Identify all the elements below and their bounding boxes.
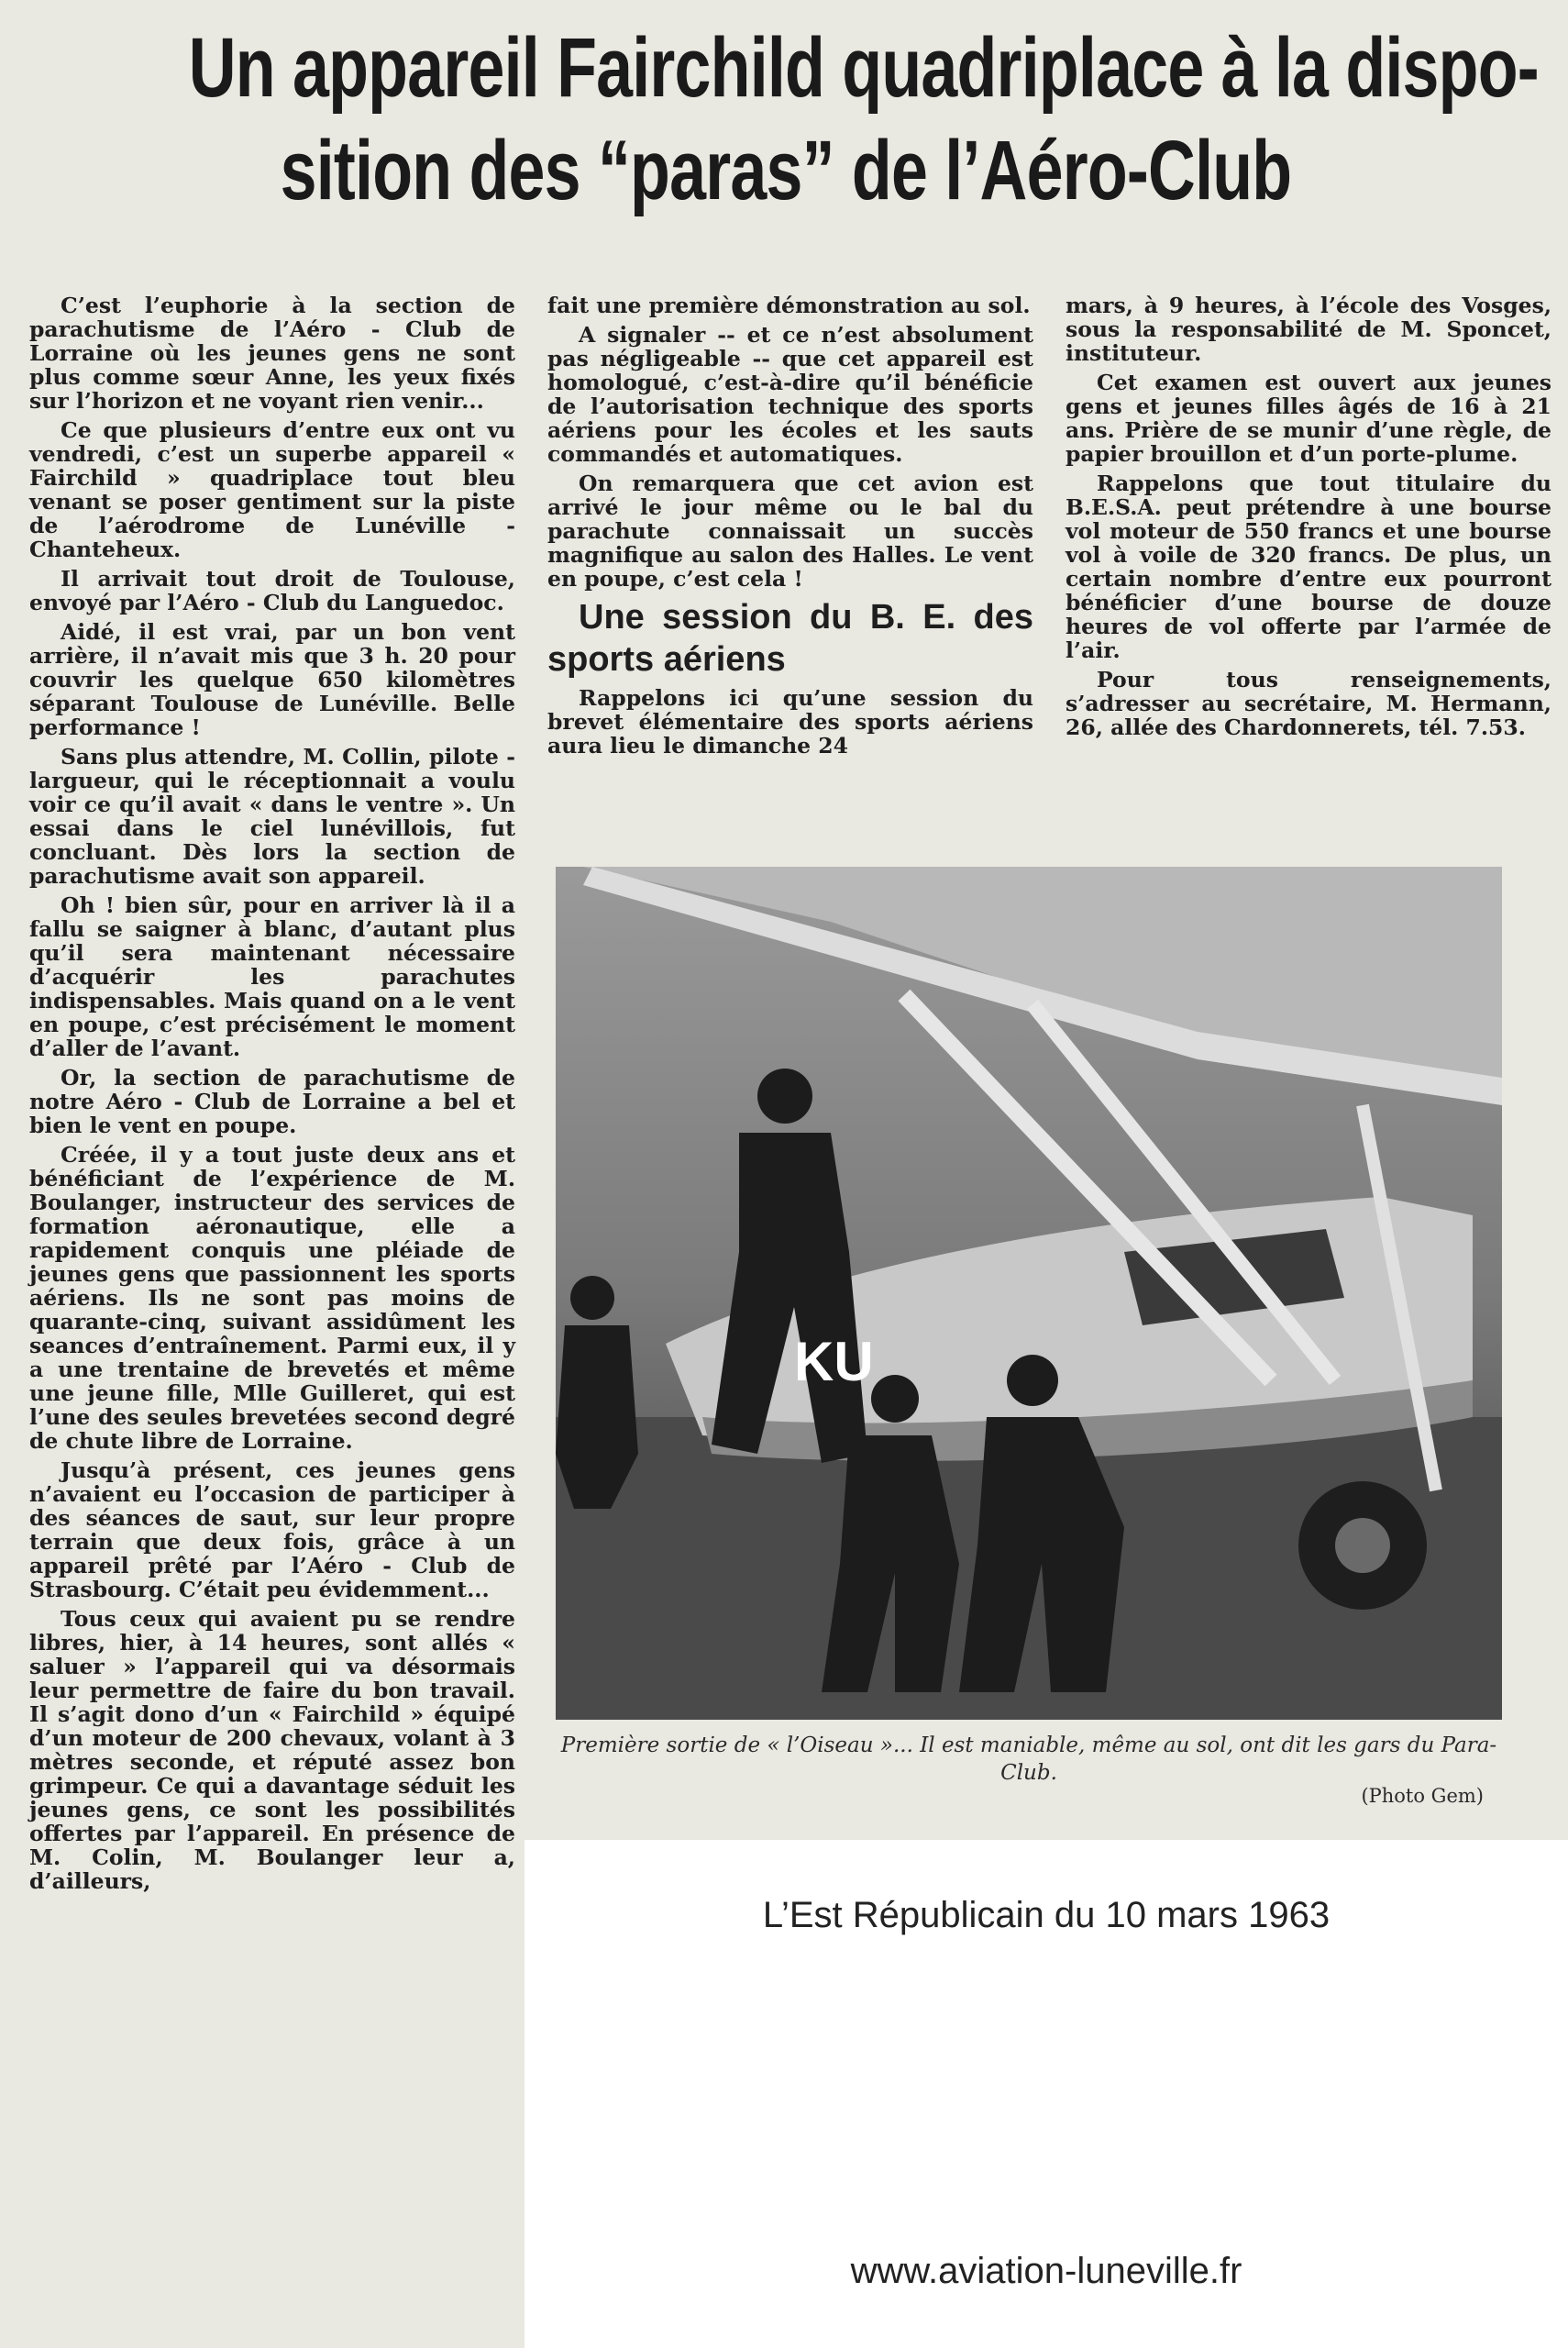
paragraph: Ce que plusieurs d’entre eux ont vu vendredi, c’est un superbe appareil « Fairchild » quadriplace tout bleu venant se poser gentiment sur la piste de l’aérodrome de Lunéville - Chanteheux. xyxy=(29,417,515,562)
article-column-1 xyxy=(29,294,515,1899)
source-citation: L’Est Républicain du 10 mars 1963 xyxy=(762,1895,1331,1935)
paragraph: Jusqu’à présent, ces jeunes gens n’avaient eu l’occasion de participer à des séances de saut, sur leur propre terrain que deux fois, grâce à un appareil prêté par l’Aéro - Club de Strasbourg. C’était peu évidemment... xyxy=(29,1457,515,1602)
website-url: www.aviation-luneville.fr xyxy=(850,2251,1242,2291)
source-panel xyxy=(525,1840,1568,2348)
paragraph: Rappelons ici qu’une session du brevet élémentaire des sports aériens aura lieu le dimanche 24 xyxy=(547,685,1033,759)
paragraph: Rappelons que tout titulaire du B.E.S.A. peut prétendre à une bourse vol moteur de 550 francs et une bourse vol à voile de 320 francs. De plus, un certain nombre d’entre eux pourront bénéficier d’une bourse de douze heures de vol offerte par l’armée de l’air. xyxy=(1066,471,1551,663)
headline-line-1: Un appareil Fairchild quadriplace à la dispo- xyxy=(188,21,1539,115)
paragraph: Oh ! bien sûr, pour en arriver là il a fallu se saigner à blanc, d’autant plus qu’il sera maintenant nécessaire d’acquérir les parachutes indispensables. Mais quand on a le vent en poupe, c’est précisément le moment d’aller de l’avant. xyxy=(29,892,515,1061)
article-column-2 xyxy=(547,294,1033,763)
paragraph: Cet examen est ouvert aux jeunes gens et jeunes filles âgés de 16 à 21 ans. Prière de se munir d’une règle, de papier brouillon et d’un porte-plume. xyxy=(1066,370,1551,467)
photo-caption: Première sortie de « l’Oiseau »... Il est maniable, même au sol, ont dit les gars du Para-Club. xyxy=(560,1733,1497,1785)
paragraph: Il arrivait tout droit de Toulouse, envoyé par l’Aéro - Club du Languedoc. xyxy=(29,566,515,615)
paragraph: Aidé, il est vrai, par un bon vent arrière, il n’avait mis que 3 h. 20 pour couvrir les quelque 650 kilomètres séparant Toulouse de Lunéville. Belle performance ! xyxy=(29,619,515,740)
article-photo xyxy=(556,867,1502,1720)
paragraph: Tous ceux qui avaient pu se rendre libres, hier, à 14 heures, sont allés « saluer » l’appareil qui va désormais leur permettre de faire du bon travail. Il s’agit dono d’un « Fairchild » équipé d’un moteur de 200 chevaux, volant à 3 mètres seconde, et réputé assez bon grimpeur. Ce qui a davantage séduit les jeunes gens, ce sont les possibilités offertes par l’appareil. En présence de M. Colin, M. Boulanger leur a, d’ailleurs, xyxy=(29,1606,515,1894)
paragraph: Créée, il y a tout juste deux ans et bénéficiant de l’expérience de M. Boulanger, instructeur des services de formation aéronautique, elle a rapidement conquis une pléiade de jeunes gens que passionnent les sports aériens. Ils ne sont pas moins de quarante-cinq, suivant assidûment les seances d’entraînement. Parmi eux, il y a une trentaine de brevetés et même une jeune fille, Mlle Guilleret, qui est l’une des seules brevetées second degré de chute libre de Lorraine. xyxy=(29,1142,515,1454)
paragraph: mars, à 9 heures, à l’école des Vosges, sous la responsabilité de M. Sponcet, instituteur. xyxy=(1066,293,1551,366)
photo-airplane-illustration xyxy=(556,867,1502,1720)
photo-credit: (Photo Gem) xyxy=(1361,1785,1484,1807)
headline-line-2: sition des “paras” de l’Aéro-Club xyxy=(280,124,1292,217)
section-subheading: Une session du B. E. des sports aériens xyxy=(547,598,1033,679)
paragraph: C’est l’euphorie à la section de parachutisme de l’Aéro - Club de Lorraine où les jeunes gens ne sont plus comme sœur Anne, les yeux fixés sur l’horizon et ne voyant rien venir... xyxy=(29,293,515,414)
paragraph: Pour tous renseignements, s’adresser au secrétaire, M. Hermann, 26, allée des Chardonnerets, tél. 7.53. xyxy=(1066,667,1551,740)
paragraph: Sans plus attendre, M. Collin, pilote - largueur, qui le réceptionnait a voulu voir ce qu’il avait « dans le ventre ». Un essai dans le ciel lunévillois, fut concluant. Dès lors la section de parachutisme avait son appareil. xyxy=(29,744,515,889)
svg-text:KU: KU xyxy=(794,1331,874,1392)
paragraph: A signaler -- et ce n’est absolument pas négligeable -- que cet appareil est homologué, c’est-à-dire qu’il bénéficie de l’autorisation technique des sports aériens pour les écoles et les sauts commandés et automatiques. xyxy=(547,322,1033,467)
article-column-3 xyxy=(1066,294,1551,745)
paragraph: fait une première démonstration au sol. xyxy=(547,293,1031,318)
paragraph: On remarquera que cet avion est arrivé le jour même ou le bal du parachute connaissait un succès magnifique au salon des Halles. Le vent en poupe, c’est cela ! xyxy=(547,471,1033,592)
article-headline xyxy=(188,17,1539,222)
paragraph: Or, la section de parachutisme de notre Aéro - Club de Lorraine a bel et bien le vent en poupe. xyxy=(29,1065,515,1138)
